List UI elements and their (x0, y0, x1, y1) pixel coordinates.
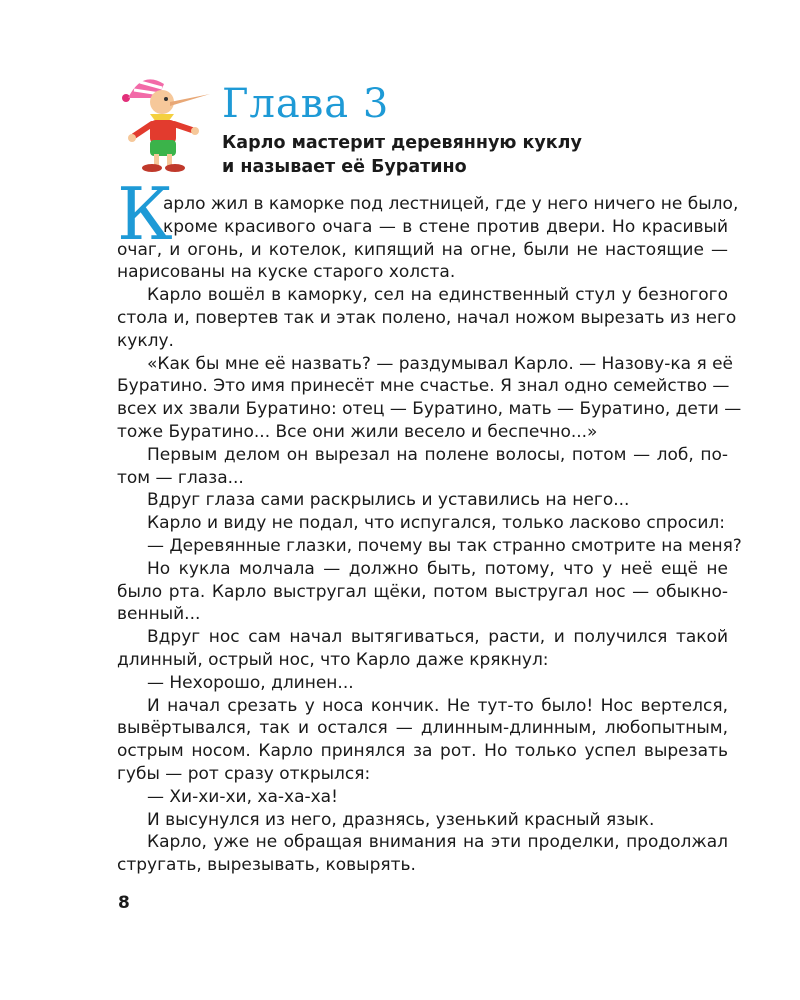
page-number: 8 (118, 893, 130, 913)
text-line: длинный, острый нос, что Карло даже крякнул: (117, 650, 549, 670)
text-line: нарисованы на куске старого холста. (117, 262, 456, 283)
text-line: кроме красивого очага — в стене против двери. Но красивый (163, 216, 728, 237)
text-line: острым носом. Карло принялся за рот. Но только успел вырезать (117, 741, 728, 762)
text-line: Карло, уже не обращая внимания на эти проделки, продолжал (147, 832, 728, 853)
right-arm (174, 124, 192, 130)
chapter-subtitle (222, 131, 582, 179)
left-arm (134, 124, 152, 136)
right-leg (167, 154, 172, 166)
text-line: вывёртывался, так и остался — длинным-длинным, любопытным, (117, 718, 728, 739)
text-line: очаг, и огонь, и котелок, кипящий на огне, были не настоящие — (117, 239, 728, 260)
right-shoe (165, 164, 185, 172)
text-line: «Как бы мне её назвать? — раздумывал Карло. — Назову-ка я её (147, 353, 734, 374)
text-line: Вдруг нос сам начал вытягиваться, расти, и получился такой (147, 627, 728, 648)
left-shoe (142, 164, 162, 172)
text-line: стругать, вырезывать, ковырять. (117, 855, 416, 876)
shorts (150, 140, 176, 156)
text-line: И начал срезать у носа кончик. Не тут-то было! Нос вертелся, (147, 695, 728, 716)
text-line: венный... (117, 604, 201, 625)
text-line: Карло вошёл в каморку, сел на единственный стул у безногого (147, 285, 728, 306)
text-line: всех их звали Буратино: отец — Буратино, мать — Буратино, дети — (117, 399, 742, 420)
text-line: Вдруг глаза сами раскрылись и уставились на него... (147, 490, 630, 511)
chapter-subtitle-line: и называет её Буратино (222, 157, 467, 177)
left-hand (128, 134, 136, 142)
text-line: — Нехорошо, длинен... (147, 672, 354, 693)
text-line: Карло и виду не подал, что испугался, только ласково спросил: (147, 513, 725, 534)
text-line: Первым делом он вырезал на полене волосы, потом — лоб, по- (147, 444, 728, 465)
nose (170, 94, 210, 106)
text-line: губы — рот сразу открылся: (117, 764, 371, 784)
text-line: Буратино. Это имя принесёт мне счастье. Я знал одно семейство — (117, 376, 730, 397)
eye (164, 97, 168, 101)
text-line: — Деревянные глазки, почему вы так странно смотрите на меня? (147, 536, 742, 556)
text-line: — Хи-хи-хи, ха-ха-ха! (147, 786, 338, 807)
text-line: Но кукла молчала — должно быть, потому, что у неё ещё не (147, 558, 728, 579)
text-line: было рта. Карло выстругал щёки, потом выстругал нос — обыкно- (117, 581, 728, 602)
text-line: арло жил в каморке под лестницей, где у него ничего не было, (163, 194, 739, 214)
text-line: том — глаза... (117, 467, 244, 488)
chapter-subtitle-line: Карло мастерит деревянную куклу (222, 133, 582, 153)
text-line: стола и, повертев так и этак полено, начал ножом вырезать из него (117, 308, 737, 328)
text-line: И высунулся из него, дразнясь, узенький красный язык. (147, 809, 655, 830)
pinocchio-illustration (112, 64, 212, 176)
chapter-title: Глава 3 (222, 81, 390, 127)
text-line: тоже Буратино... Все они жили весело и беспечно...» (117, 422, 598, 442)
text-line: куклу. (117, 330, 174, 351)
drop-cap: К (117, 172, 173, 256)
right-hand (191, 127, 199, 135)
